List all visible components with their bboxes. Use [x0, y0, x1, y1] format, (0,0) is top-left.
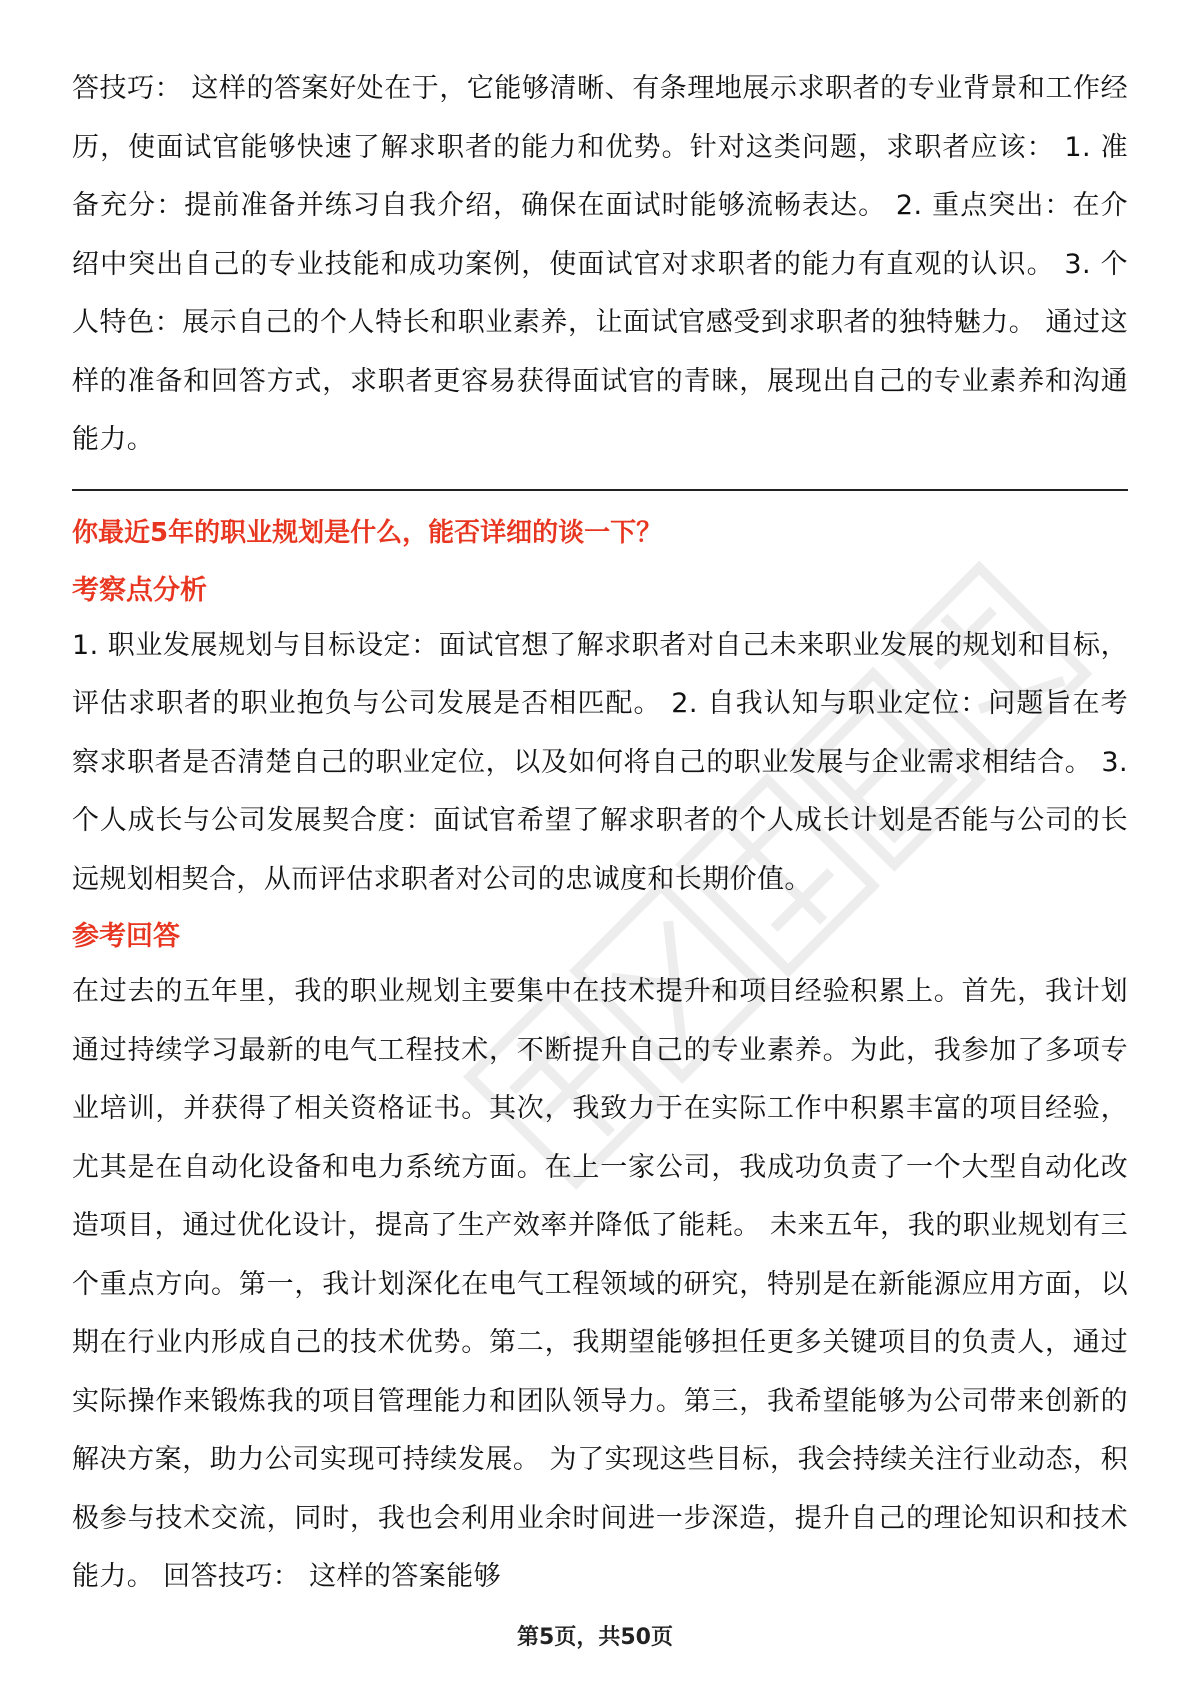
page-footer: 第5页，共50页	[517, 1625, 673, 1650]
reference-body: 在过去的五年里，我的职业规划主要集中在技术提升和项目经验积累上。首先，我计划通过持续学习最新的电气工程技术，不断提升自己的专业素养。为此，我参加了多项专业培训，并获得了相关资格证书。其次，我致力于在实际工作中积累丰富的项目经验，尤其是在自动化设备和电力系统方面。在上一家公司，我成功负责了一个大型自动化改造项目，通过优化设计，提高了生产效率并降低了能耗。 未来五年，我的职业规划有三个重点方向。第一，我计划深化在电气工程领域的研究，特别是在新能源应用方面，以期在行业内形成自己的技术优势。第二，我期望能够担任更多关键项目的负责人，通过实际操作来锻炼我的项目管理能力和团队领导力。第三，我希望能够为公司带来创新的解决方案，助力公司实现可持续发展。 为了实现这些目标，我会持续关注行业动态，积极参与技术交流，同时，我也会利用业余时间进一步深造，提升自己的理论知识和技术能力。 回答技巧： 这样的答案能够	[72, 976, 1128, 1592]
intro-paragraph: 答技巧： 这样的答案好处在于，它能够清晰、有条理地展示求职者的专业背景和工作经历，使面试官能够快速了解求职者的能力和优势。针对这类问题，求职者应该： 1. 准备充分：提前准备并练习自我介绍，确保在面试时能够流畅表达。 2. 重点突出：在介绍中突出自己的专业技能和成功案例，使面试官对求职者的能力有直观的认识。 3. 个人特色：展示自己的个人特长和职业素养，让面试官感受到求职者的独特魅力。 通过这样的准备和回答方式，求职者更容易获得面试官的青睐，展现出自己的专业素养和沟通能力。	[72, 73, 1128, 455]
reference-heading: 参考回答	[72, 921, 180, 952]
question-title: 你最近5年的职业规划是什么，能否详细的谈一下？	[72, 517, 663, 548]
section-divider	[72, 489, 1128, 491]
analysis-body: 1. 职业发展规划与目标设定：面试官想了解求职者对自己未来职业发展的规划和目标，评估求职者的职业抱负与公司发展是否相匹配。 2. 自我认知与职业定位：问题旨在考察求职者是否清楚自己的职业定位，以及如何将自己的职业发展与企业需求相结合。 3. 个人成长与公司发展契合度：面试官希望了解求职者的个人成长计划是否能与公司的长远规划相契合，从而评估求职者对公司的忠诚度和长期价值。	[72, 629, 1128, 895]
analysis-heading: 考察点分析	[72, 574, 207, 606]
document-page	[72, 60, 1128, 1607]
